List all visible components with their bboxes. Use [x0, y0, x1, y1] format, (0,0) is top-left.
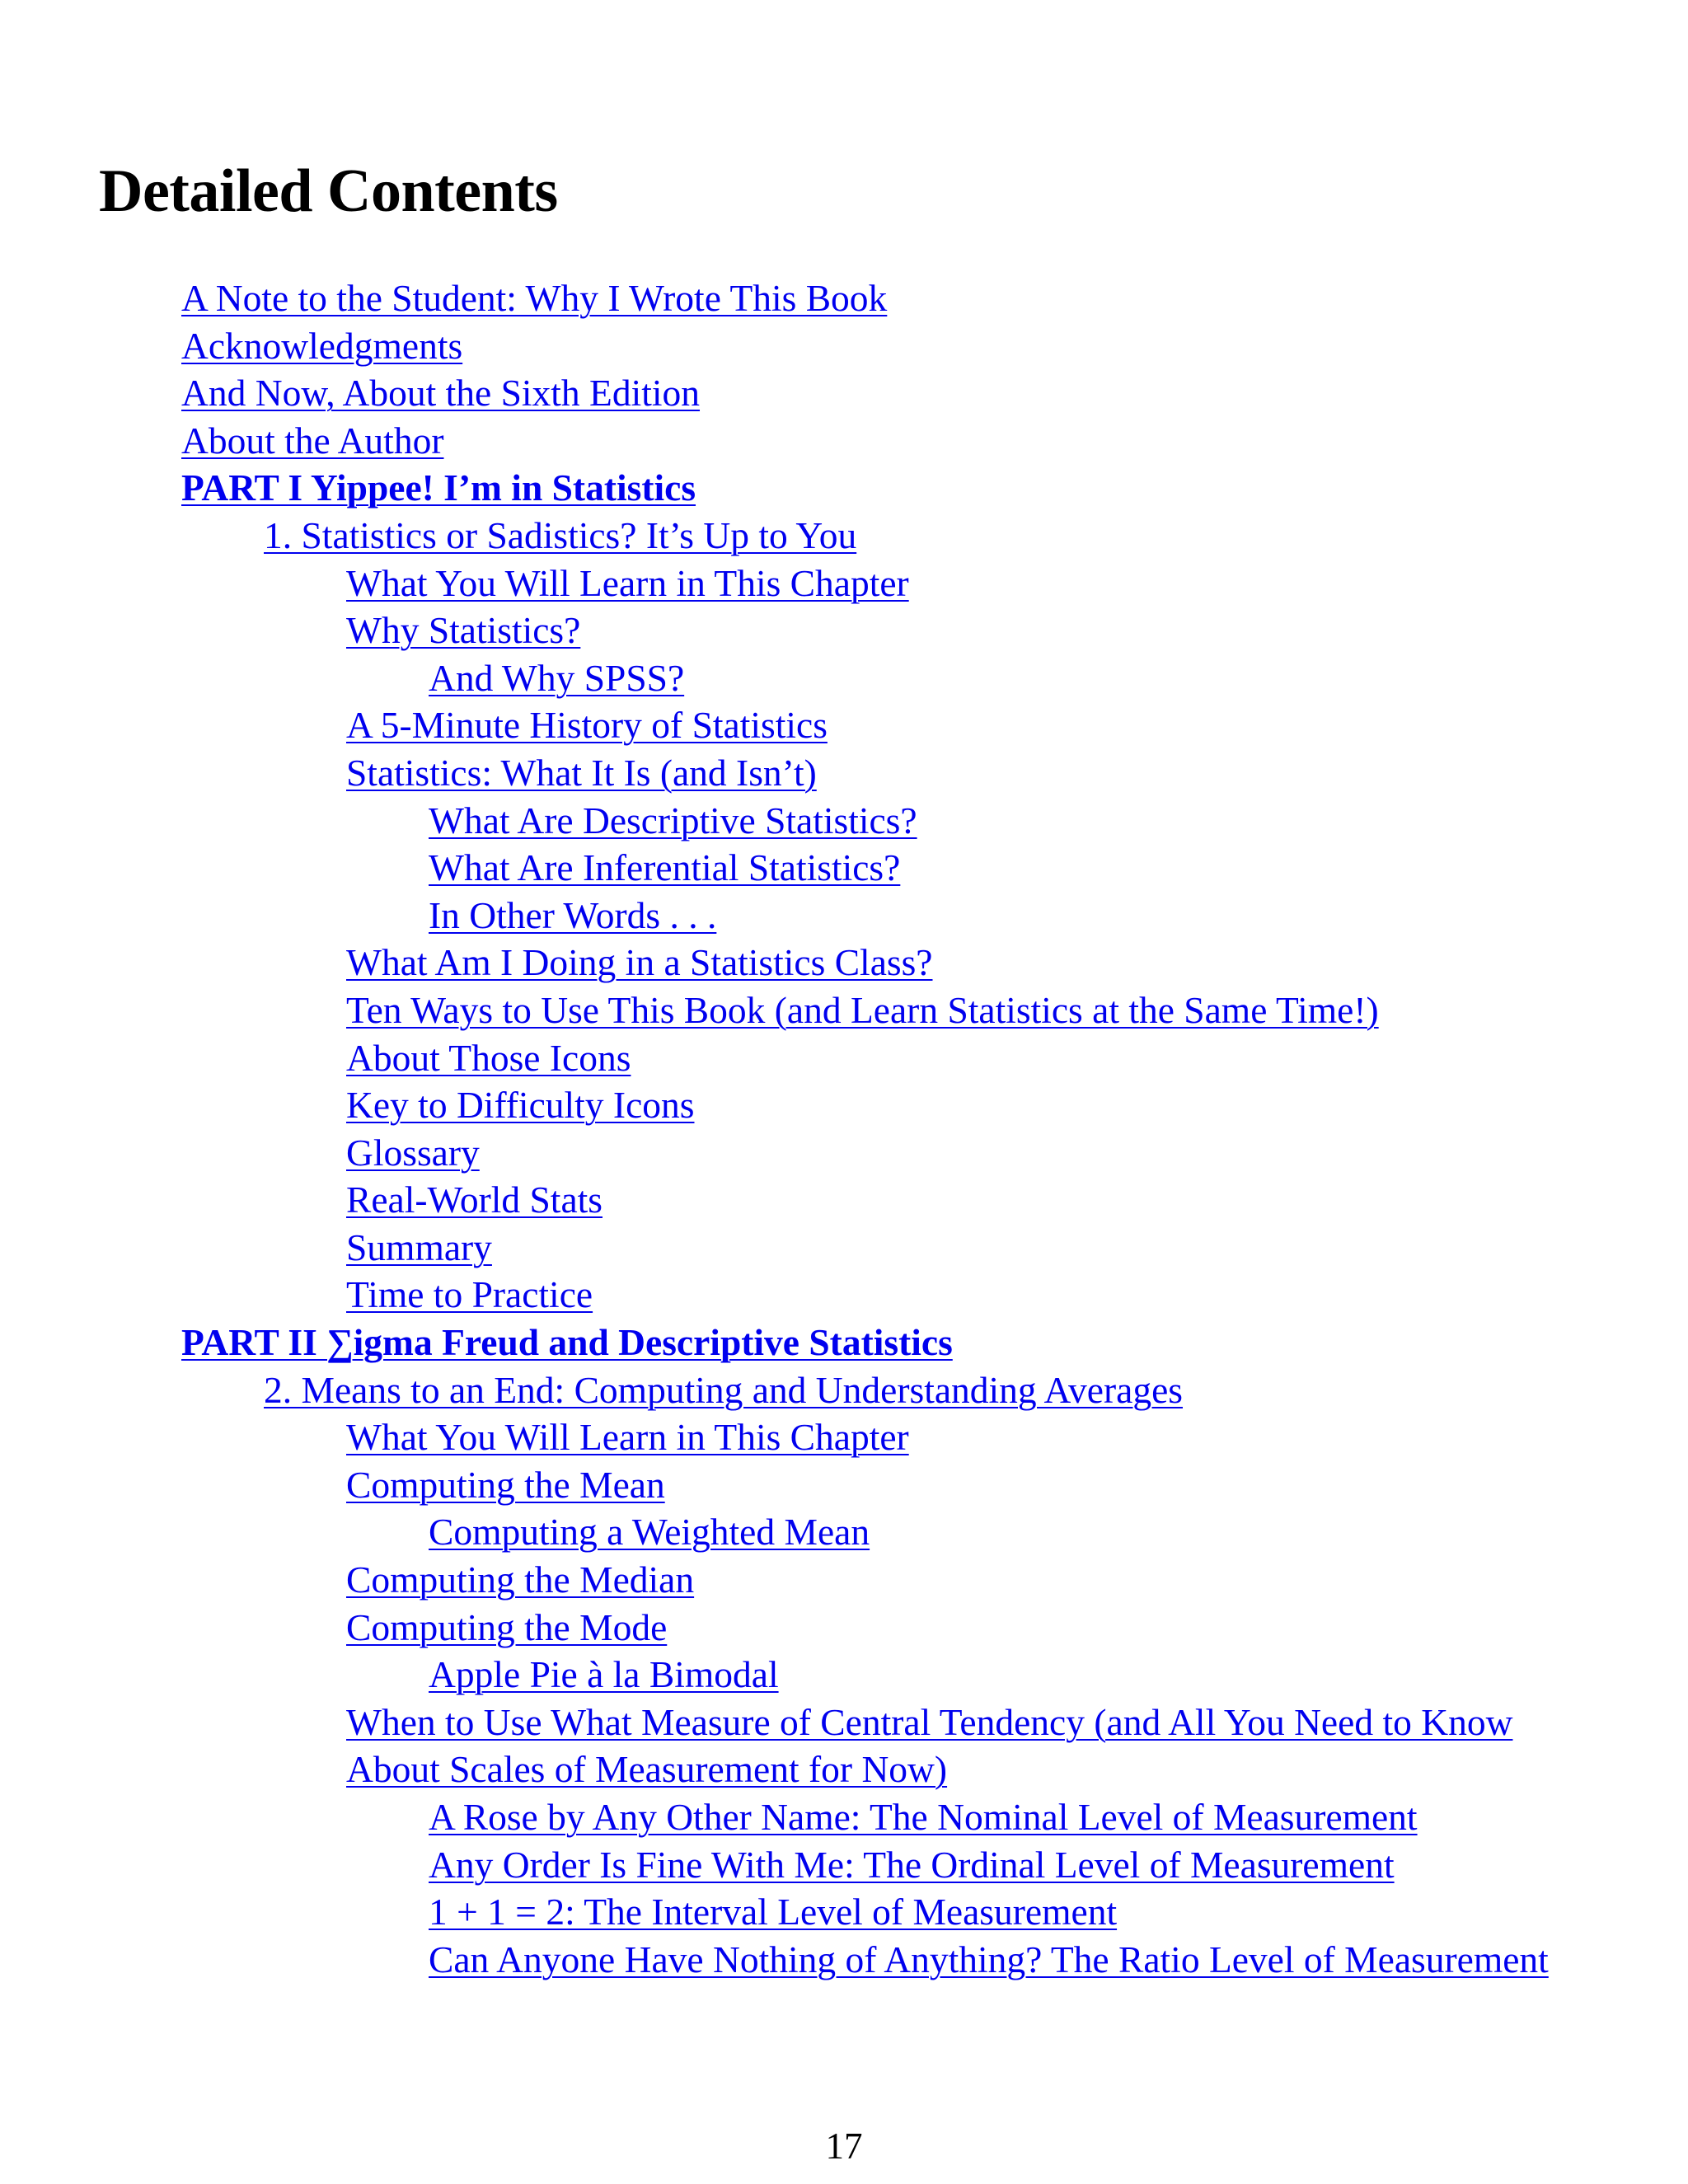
toc-entry: [0, 654, 1517, 702]
toc-link[interactable]: What You Will Learn in This Chapter: [346, 561, 909, 604]
toc-link[interactable]: A Note to the Student: Why I Wrote This Book: [181, 277, 888, 319]
toc-entry: [0, 322, 1688, 370]
toc-link[interactable]: A 5-Minute History of Statistics: [346, 704, 828, 747]
toc-link[interactable]: Acknowledgments: [181, 324, 463, 367]
toc-link[interactable]: What You Will Learn in This Chapter: [346, 1416, 909, 1459]
toc-entry: [0, 1604, 1517, 1652]
toc-link[interactable]: About Those Icons: [346, 1036, 631, 1079]
toc-entry: [0, 1413, 1517, 1461]
toc-entry: [0, 512, 1688, 560]
toc-entry: [0, 1888, 1517, 1936]
toc-link[interactable]: Real-World Stats: [346, 1179, 603, 1221]
toc-entry: [0, 274, 1688, 322]
toc-link[interactable]: Summary: [346, 1226, 492, 1268]
toc-entry: [0, 749, 1517, 797]
toc-link[interactable]: Ten Ways to Use This Book (and Learn Statistics at the Same Time!): [346, 988, 1379, 1031]
toc-entry: [0, 1651, 1517, 1699]
toc-link[interactable]: Computing the Mode: [346, 1605, 668, 1648]
toc-link[interactable]: What Are Descriptive Statistics?: [429, 799, 917, 841]
page-number: 17: [825, 2125, 863, 2167]
toc-link[interactable]: A Rose by Any Other Name: The Nominal Level of Measurement: [429, 1796, 1418, 1838]
toc-link[interactable]: Apple Pie à la Bimodal: [429, 1653, 779, 1696]
toc-entry: [0, 1271, 1517, 1319]
toc-link[interactable]: Time to Practice: [346, 1273, 593, 1316]
toc-entry: [0, 1699, 1517, 1793]
toc-link[interactable]: 2. Means to an End: Computing and Understanding Averages: [264, 1368, 1183, 1411]
toc-entry: [0, 1508, 1517, 1556]
toc-entry: [0, 1224, 1517, 1272]
toc-link[interactable]: Statistics: What It Is (and Isn’t): [346, 751, 817, 794]
toc-link[interactable]: Computing the Mean: [346, 1463, 665, 1506]
toc-link[interactable]: Key to Difficulty Icons: [346, 1084, 695, 1127]
toc-entry: [0, 1129, 1517, 1177]
toc-entry: [0, 1366, 1688, 1414]
toc-link[interactable]: And Why SPSS?: [429, 656, 685, 699]
toc-entry: [0, 1319, 1688, 1366]
toc-entry: [0, 607, 1517, 654]
toc-entry: [0, 844, 1517, 892]
toc-link[interactable]: 1. Statistics or Sadistics? It’s Up to You: [264, 513, 857, 556]
toc-link[interactable]: And Now, About the Sixth Edition: [181, 372, 701, 415]
table-of-contents: [0, 274, 1688, 1983]
toc-entry: [0, 797, 1517, 845]
toc-link[interactable]: What Am I Doing in a Statistics Class?: [346, 941, 933, 984]
toc-part-link[interactable]: PART I Yippee! I’m in Statistics: [181, 466, 696, 509]
toc-entry: [0, 1461, 1517, 1509]
toc-link[interactable]: Glossary: [346, 1131, 480, 1174]
toc-entry: [0, 1176, 1517, 1224]
toc-entry: [0, 369, 1688, 417]
toc-link[interactable]: About the Author: [181, 419, 444, 462]
toc-entry: [0, 560, 1517, 607]
toc-entry: [0, 1081, 1517, 1129]
toc-entry: [0, 1556, 1517, 1604]
toc-link[interactable]: When to Use What Measure of Central Tendency (and All You Need to Know About Scales of Measurement for Now): [346, 1700, 1513, 1791]
toc-link[interactable]: In Other Words . . .: [429, 893, 717, 936]
toc-entry: [0, 1841, 1517, 1889]
toc-entry: [0, 1793, 1517, 1841]
toc-link[interactable]: Computing the Median: [346, 1558, 695, 1601]
toc-entry: [0, 417, 1688, 465]
page-title: Detailed Contents: [99, 157, 558, 225]
toc-link[interactable]: Computing a Weighted Mean: [429, 1511, 870, 1554]
toc-entry: [0, 701, 1517, 749]
toc-entry: [0, 892, 1517, 940]
toc-entry: [0, 1034, 1517, 1082]
toc-entry: [0, 939, 1517, 987]
toc-part-link[interactable]: PART II ∑igma Freud and Descriptive Statistics: [181, 1321, 953, 1364]
toc-entry: [0, 464, 1688, 512]
toc-entry: [0, 987, 1517, 1034]
toc-link[interactable]: Why Statistics?: [346, 609, 581, 652]
toc-link[interactable]: Can Anyone Have Nothing of Anything? The Ratio Level of Measurement: [429, 1938, 1549, 1980]
toc-link[interactable]: 1 + 1 = 2: The Interval Level of Measurement: [429, 1891, 1118, 1933]
toc-entry: [0, 1936, 1549, 1984]
toc-link[interactable]: Any Order Is Fine With Me: The Ordinal Level of Measurement: [429, 1843, 1395, 1886]
toc-link[interactable]: What Are Inferential Statistics?: [429, 846, 901, 889]
